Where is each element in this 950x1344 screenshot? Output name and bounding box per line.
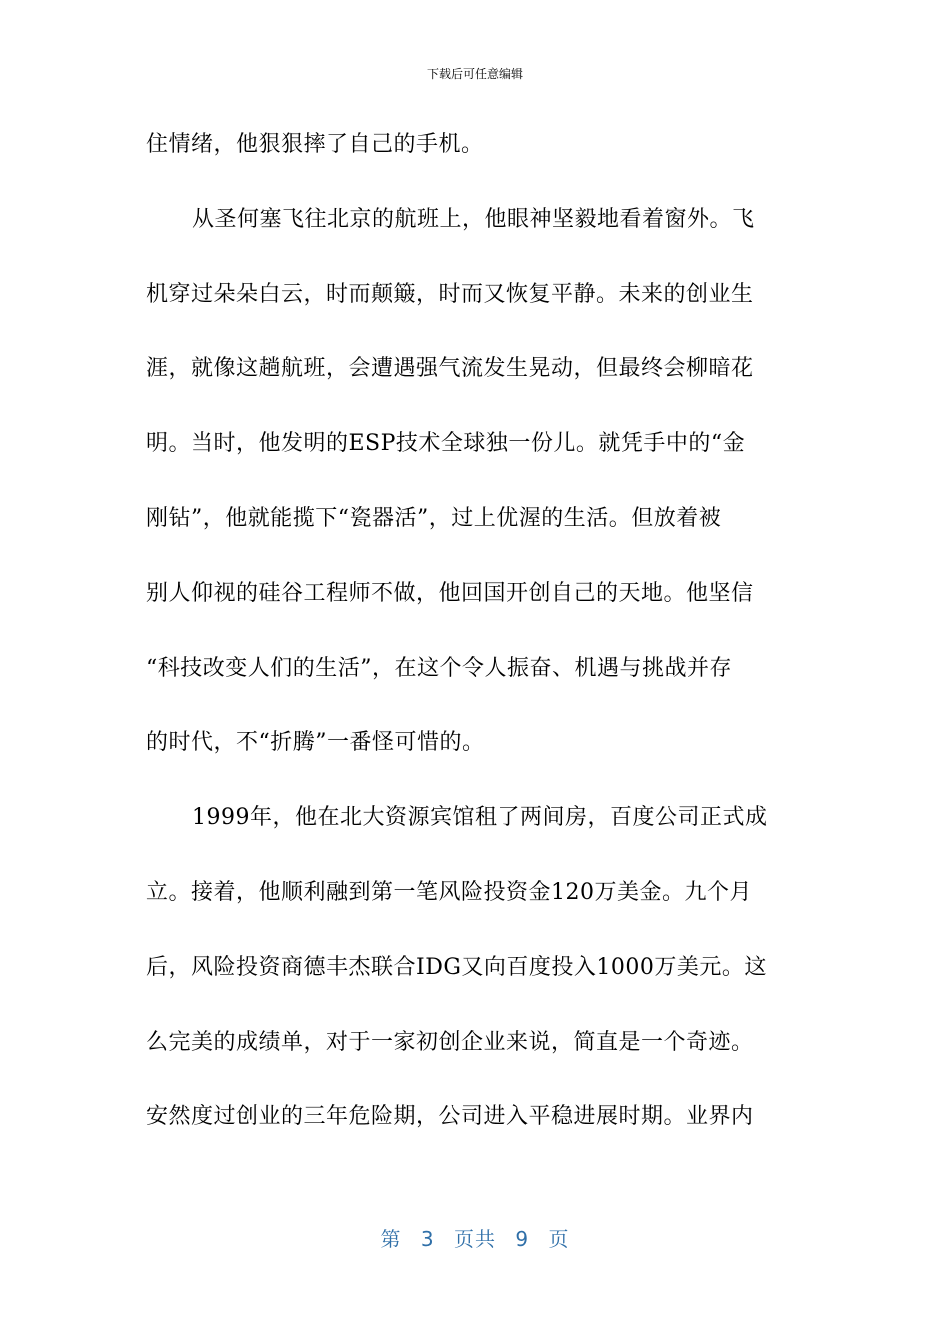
footer-suffix: 页 — [548, 1227, 570, 1251]
document-body — [146, 108, 796, 1155]
text-line: 住情绪，他狠狠摔了自己的手机。 — [146, 132, 484, 157]
paragraph-3 — [146, 781, 796, 1155]
text-line: 么完美的成绩单，对于一家初创企业来说，简直是一个奇迹。 — [146, 1029, 754, 1055]
footer-middle: 页共 — [454, 1227, 496, 1251]
current-page-number: 3 — [420, 1227, 435, 1251]
paragraph-2 — [146, 183, 796, 781]
footer-prefix: 第 — [380, 1227, 402, 1251]
page-header-note: 下载后可任意编辑 — [426, 67, 523, 81]
text-line: 从圣何塞飞往北京的航班上，他眼神坚毅地看着窗外。飞 — [192, 206, 755, 232]
text-line: 涯，就像这趟航班，会遭遇强气流发生晃动，但最终会柳暗花 — [146, 356, 754, 382]
text-line: 刚钻”，他就能揽下“瓷器活”，过上优渥的生活。但放着被 — [146, 505, 722, 531]
text-line: 安然度过创业的三年危险期，公司进入平稳进展时期。业界内 — [146, 1104, 754, 1130]
text-line: 的时代，不“折腾”一番怪可惜的。 — [146, 730, 485, 756]
text-line: 立。接着，他顺利融到第一笔风险投资金120万美金。九个月 — [146, 879, 752, 905]
text-line: “科技改变人们的生活”，在这个令人振奋、机遇与挑战并存 — [146, 655, 732, 681]
text-line: 机穿过朵朵白云，时而颠簸，时而又恢复平静。未来的创业生 — [146, 281, 754, 307]
text-line: 1999年，他在北大资源宾馆租了两间房，百度公司正式成 — [192, 805, 768, 831]
page-footer — [0, 1227, 950, 1251]
text-line: 后，风险投资商德丰杰联合IDG又向百度投入1000万美元。这 — [146, 954, 767, 980]
text-line: 别人仰视的硅谷工程师不做，他回国开创自己的天地。他坚信 — [146, 580, 754, 606]
total-page-number: 9 — [515, 1227, 530, 1251]
text-line: 明。当时，他发明的ESP技术全球独一份儿。就凭手中的“金 — [146, 431, 746, 457]
paragraph-1 — [146, 108, 796, 183]
